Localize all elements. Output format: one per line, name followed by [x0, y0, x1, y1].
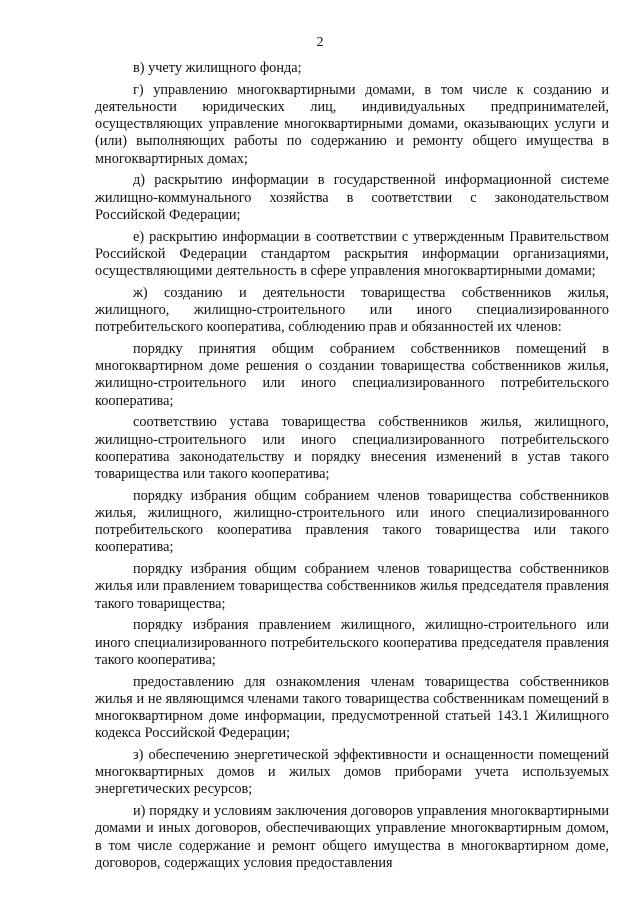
paragraph-zh-2: соответствию устава товарищества собственников жилья, жилищного, жилищно-строительного или иного специализированного потребительского кооператива законодательству и порядку внесения изменений в устав такого товарищества или такого кооператива; — [95, 414, 609, 483]
document-body — [95, 60, 609, 877]
paragraph-d: д) раскрытию информации в государственной информационной системе жилищно-коммунального хозяйства в соответствии с законодательством Российской Федерации; — [95, 172, 609, 223]
paragraph-zh-1: порядку принятия общим собранием собственников помещений в многоквартирном доме решения о создании товарищества собственников жилья, жилищно-строительного или иного специализированного потребительского кооператива; — [95, 341, 609, 409]
paragraph-zh-4: порядку избрания общим собранием членов товарищества собственников жилья или правлением товарищества собственников жилья председателя правления такого товарищества; — [95, 561, 609, 612]
page-number: 2 — [316, 35, 324, 50]
paragraph-z: з) обеспечению энергетической эффективности и оснащенности помещений многоквартирных домов и жилых домов приборами учета используемых энергетических ресурсов; — [95, 747, 609, 798]
paragraph-v: в) учету жилищного фонда; — [133, 60, 302, 76]
paragraph-g: г) управлению многоквартирными домами, в том числе к созданию и деятельности юридических лиц, индивидуальных предпринимателей, осуществляющих управление многоквартирными домами, оказывающих услуги и (или) выполняющих работы по содержанию и ремонту общего имущества в многоквартирных домах; — [95, 81, 609, 167]
paragraph-e: е) раскрытию информации в соответствии с утвержденным Правительством Российской Федерации стандартом раскрытия информации организациями, осуществляющими деятельность в сфере управления многоквартирными домами; — [95, 228, 609, 280]
paragraph-zh: ж) созданию и деятельности товарищества собственников жилья, жилищного, жилищно-строительного или иного специализированного потребительского кооператива, соблюдению прав и обязанностей их членов: — [95, 284, 609, 336]
paragraph-zh-5: порядку избрания правлением жилищного, жилищно-строительного или иного специализированного потребительского кооператива председателя правления такого кооператива; — [95, 617, 609, 668]
paragraph-zh-6: предоставлению для ознакомления членам товарищества собственников жилья и не являющимся членами такого товарищества собственникам помещений в многоквартирном доме информации, предусмотренной статьей 143.1 Жилищного кодекса Российской Федерации; — [95, 673, 609, 742]
paragraph-i: и) порядку и условиям заключения договоров управления многоквартирными домами и иных договоров, обеспечивающих управление многоквартирным домом, в том числе содержание и ремонт общего имущества в многоквартирном доме, договоров, содержащих условия предоставления — [95, 803, 609, 871]
paragraph-zh-3: порядку избрания общим собранием членов товарищества собственников жилья, жилищного, жилищно-строительного или иного специализированного потребительского кооператива правления такого товарищества или такого кооператива; — [95, 487, 609, 556]
